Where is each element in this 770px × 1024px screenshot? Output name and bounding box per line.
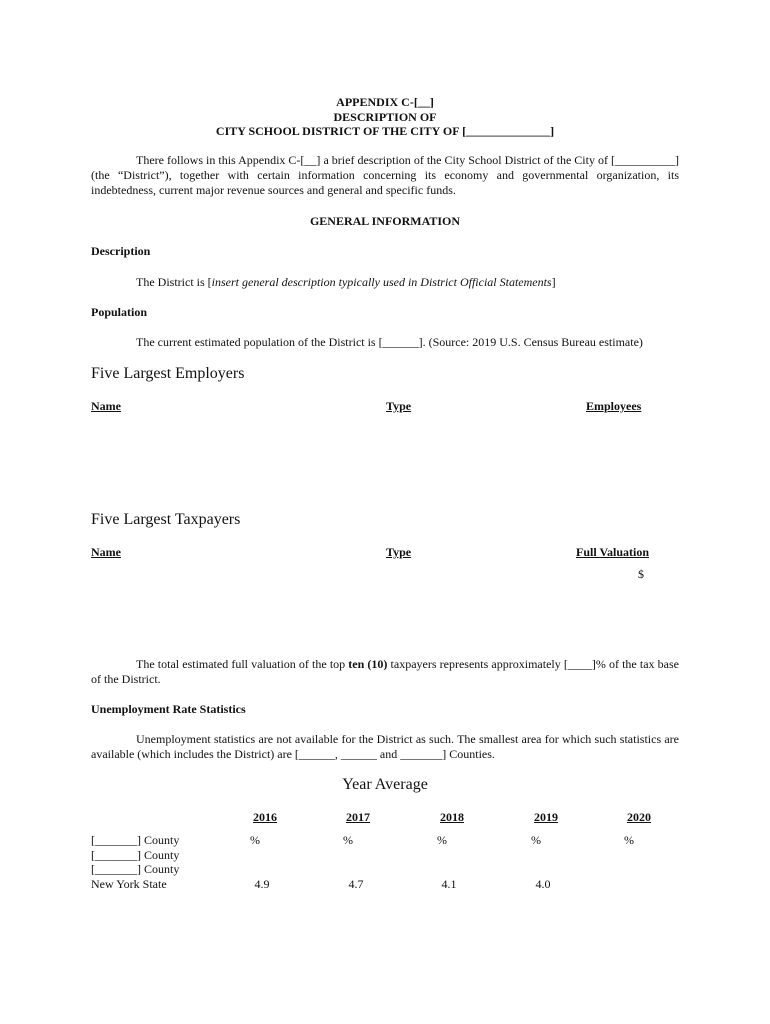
unemployment-heading: Unemployment Rate Statistics [91, 702, 246, 716]
year-header-2019: 2019 [534, 810, 558, 824]
appendix-subtitle: DESCRIPTION OF [333, 110, 437, 124]
description-heading: Description [91, 244, 151, 258]
year-average-title: Year Average [342, 776, 428, 793]
district-title: CITY SCHOOL DISTRICT OF THE CITY OF [______________] [215, 124, 555, 138]
year-header-2017: 2017 [346, 810, 370, 824]
table-cell: 4.7 [348, 877, 364, 891]
valuation-dollar-sign: $ [638, 567, 644, 581]
table-cell: % [437, 833, 447, 847]
description-italic: insert general description typically used in District Official Statements [211, 275, 552, 289]
table-row-label: [_______] County [91, 833, 180, 847]
general-information-heading: GENERAL INFORMATION [309, 214, 461, 228]
employers-heading: Five Largest Employers [91, 365, 245, 382]
table-cell: % [531, 833, 541, 847]
table-cell: % [250, 833, 260, 847]
taxpayers-col-valuation: Full Valuation [576, 545, 650, 559]
table-cell: % [343, 833, 353, 847]
employers-col-employees: Employees [586, 399, 642, 413]
table-row-label: New York State [91, 877, 167, 891]
intro-paragraph: There follows in this Appendix C-[__] a brief description of the City School District of the City of [__________] (the “District”), together with certain information concerning its economy and governmental organization, its indebtedness, current major revenue sources and general and specific funds. [91, 153, 679, 197]
population-heading: Population [91, 305, 148, 319]
population-text: The current estimated population of the District is [______]. (Source: 2019 U.S. Census Bureau estimate) [136, 335, 643, 349]
table-cell: % [624, 833, 634, 847]
description-suffix: ] [551, 275, 556, 289]
taxpayers-note-prefix: The total estimated full valuation of the top [136, 657, 349, 671]
taxpayers-col-type: Type [386, 545, 412, 559]
taxpayers-col-name: Name [91, 545, 121, 559]
taxpayers-note [91, 657, 679, 687]
unemployment-paragraph: Unemployment statistics are not available for the District as such. The smallest area for which such statistics are available (which includes the District) are [______, ______ and _______] Counties. [91, 732, 679, 761]
taxpayers-note-suffix: taxpayers represents approximately [____]% of the tax base of the District. [91, 657, 679, 686]
description-text [136, 275, 556, 290]
table-row-label: [_______] County [91, 862, 180, 876]
description-prefix: The District is [ [136, 275, 212, 289]
taxpayers-note-bold: ten (10) [348, 657, 388, 671]
appendix-title: APPENDIX C-[__] [336, 95, 434, 109]
taxpayers-heading: Five Largest Taxpayers [91, 511, 241, 528]
table-cell: 4.0 [535, 877, 551, 891]
table-cell: 4.9 [254, 877, 270, 891]
year-header-2016: 2016 [253, 810, 277, 824]
year-header-2018: 2018 [440, 810, 464, 824]
table-row-label: [_______] County [91, 848, 180, 862]
year-header-2020: 2020 [627, 810, 651, 824]
table-cell: 4.1 [441, 877, 457, 891]
employers-col-name: Name [91, 399, 121, 413]
employers-col-type: Type [386, 399, 412, 413]
